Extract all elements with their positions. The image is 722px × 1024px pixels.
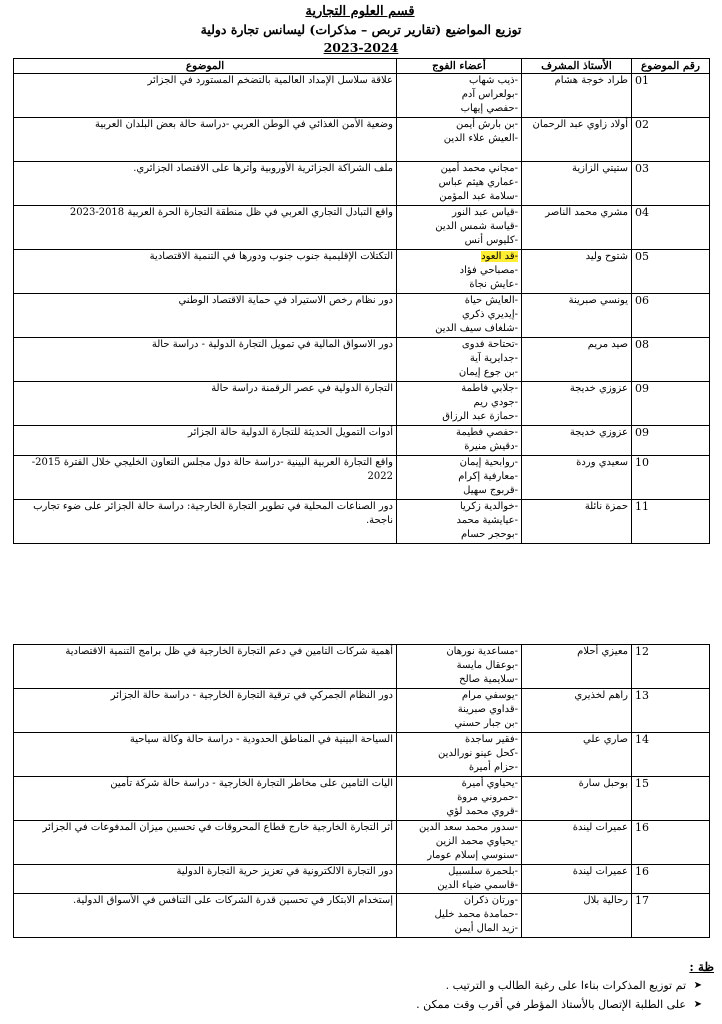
member-name: -مجاني محمد أمين (440, 163, 518, 174)
header-topic: الموضوع (14, 59, 397, 74)
row-supervisor: شتوح وليد (522, 250, 632, 294)
row-supervisor: عميرات ليندة (522, 821, 632, 865)
table-row (14, 865, 710, 894)
note-item (14, 976, 702, 995)
row-topic: ملف الشراكة الجزائرية الأوروبية وأثرها على الاقتصاد الجزائري. (14, 162, 397, 206)
member-name: -قياس عبد النور (452, 207, 518, 218)
table-row (14, 894, 710, 938)
row-members (397, 382, 522, 426)
row-supervisor: ستيتي الزازية (522, 162, 632, 206)
member-name: -يوسفي مرام (461, 690, 518, 701)
row-supervisor: عميرات ليندة (522, 865, 632, 894)
member-name: -شلغاف سيف الدين (435, 323, 518, 334)
row-members (397, 338, 522, 382)
academic-year: 2023-2024 (323, 40, 399, 55)
topics-table-page-1 (13, 58, 710, 544)
row-members (397, 294, 522, 338)
row-supervisor: معيزي أحلام (522, 645, 632, 689)
table-body-page-1 (14, 74, 710, 544)
member-name: -حفصي إيهاب (460, 103, 518, 114)
header-members: أعضاء الفوج (397, 59, 522, 74)
row-number: 05 (632, 250, 710, 294)
member-name: -إيديري ذكري (461, 309, 518, 320)
table-row (14, 294, 710, 338)
member-name: -قياسة شمس الدين (435, 221, 518, 232)
member-name: -عيايشية محمد (456, 515, 518, 526)
highlighted-member: -قد العود (481, 251, 518, 262)
member-name: -عايش نجاة (469, 279, 518, 290)
member-name: -حمروني مروة (457, 792, 518, 803)
row-supervisor: عزوزي خديجة (522, 382, 632, 426)
table-row (14, 777, 710, 821)
member-name: -سدور محمد سعد الدين (419, 822, 518, 833)
row-supervisor: صيد مريم (522, 338, 632, 382)
member-name: -يحياوي أميرة (461, 778, 518, 789)
member-name: -ذيب شهاب (468, 75, 518, 86)
row-members (397, 206, 522, 250)
notes-title: ظة : (689, 960, 714, 974)
row-number: 16 (632, 821, 710, 865)
row-topic: أهمية شركات التامين في دعم التجارة الخارجية في ظل برامج التنمية الاقتصادية (14, 645, 397, 689)
row-number: 11 (632, 500, 710, 544)
member-name: -قداوي صبرينة (457, 704, 518, 715)
row-number: 03 (632, 162, 710, 206)
note-text: تم توزيع المذكرات بناءا على رغبة الطالب و الترتيب . (445, 979, 686, 992)
row-members (397, 500, 522, 544)
row-members (397, 894, 522, 938)
row-number: 17 (632, 894, 710, 938)
table-row (14, 426, 710, 456)
row-members (397, 733, 522, 777)
member-name: -العيش علاء الدين (443, 133, 518, 144)
topics-table-page-2 (13, 644, 710, 938)
row-topic: السياحة البينية في المناطق الحدودية - دراسة حالة وكالة سياحية (14, 733, 397, 777)
row-members (397, 456, 522, 500)
member-name: -حمازة عبد الرزاق (442, 411, 518, 422)
row-number: 08 (632, 338, 710, 382)
row-members (397, 118, 522, 162)
member-name: -دقيش منيرة (464, 441, 518, 452)
row-members (397, 865, 522, 894)
row-members (397, 821, 522, 865)
header-num: رقم الموضوع (632, 59, 710, 74)
table-row (14, 118, 710, 162)
row-supervisor: بوحبل سارة (522, 777, 632, 821)
row-number: 09 (632, 426, 710, 456)
member-name: -جودي ريم (473, 397, 518, 408)
member-name: -كليوس أنس (464, 235, 518, 246)
member-name: -خوالدية زكريا (459, 501, 518, 512)
member-name: -حزام أميرة (468, 762, 518, 773)
row-supervisor: عزوزي خديجة (522, 426, 632, 456)
member-name: -مساعدية نورهان (446, 646, 518, 657)
member-name: -بن جبار حسني (454, 718, 518, 729)
member-name: -جلابي فاطمة (461, 383, 518, 394)
row-topic: وضعية الأمن الغذائي في الوطن العربي -دراسة حالة بعض البلدان العربية (14, 118, 397, 162)
table-body-page-2 (14, 645, 710, 938)
table-row (14, 206, 710, 250)
row-topic: دور الاسواق المالية في تمويل التجارة الدولية - دراسة حالة (14, 338, 397, 382)
member-name (400, 250, 518, 264)
table-row (14, 500, 710, 544)
notes-section (14, 960, 714, 1014)
row-topic: اليات التامين على مخاطر التجارة الخارجية - دراسة حالة شركة تأمين (14, 777, 397, 821)
row-topic: واقع التبادل التجاري العربي في ظل منطقة التجارة الحرة العربية 2018-2023 (14, 206, 397, 250)
member-name: -بوحجر حسام (460, 529, 518, 540)
row-members (397, 645, 522, 689)
member-name: -سلايمية صالح (459, 674, 518, 685)
member-name: -فقير ساجدة (464, 734, 518, 745)
row-topic: دور التجارة الالكترونية في تعزيز حرية التجارة الدولية (14, 865, 397, 894)
row-number: 12 (632, 645, 710, 689)
member-name: -حمامدة محمد خليل (434, 909, 518, 920)
table-row (14, 689, 710, 733)
member-name: -بلحمرة سلسبيل (448, 866, 518, 877)
row-number: 01 (632, 74, 710, 118)
row-number: 16 (632, 865, 710, 894)
table-row (14, 74, 710, 118)
member-name: -قربوج سهيل (463, 485, 518, 496)
table-row (14, 162, 710, 206)
table-row (14, 250, 710, 294)
member-name: -سلامة عبد المؤمن (439, 191, 518, 202)
member-name: -سنوسي إسلام عومار (427, 850, 518, 861)
row-supervisor: رحالية بلال (522, 894, 632, 938)
notes-list (14, 976, 714, 1014)
row-topic: دور النظام الجمركي في ترقية التجارة الخارجية - دراسة حالة الجزائر (14, 689, 397, 733)
table-row (14, 456, 710, 500)
row-number: 14 (632, 733, 710, 777)
department-heading: قسم العلوم التجارية (305, 4, 415, 19)
row-topic: علاقة سلاسل الإمداد العالمية بالتضخم المستورد في الجزائر (14, 74, 397, 118)
note-text: على الطلبة الإتصال بالأستاذ المؤطر في أقرب وقت ممكن . (416, 998, 686, 1011)
bullet-icon: ➤ (693, 980, 702, 991)
row-supervisor: يونسي صبرينة (522, 294, 632, 338)
row-supervisor: راهم لخذيري (522, 689, 632, 733)
table-row (14, 645, 710, 689)
row-members (397, 250, 522, 294)
table-row (14, 382, 710, 426)
member-name: -روابحية إيمان (459, 457, 518, 468)
row-members (397, 162, 522, 206)
member-name: -زيد المال أيمن (454, 923, 518, 934)
row-supervisor: طراد خوجة هشام (522, 74, 632, 118)
member-name: -معارفية إكرام (458, 471, 518, 482)
row-members (397, 689, 522, 733)
row-number: 04 (632, 206, 710, 250)
document-title: توزيع المواضيع (تقارير تربص – مذكرات) ليسانس تجارة دولية (200, 22, 522, 37)
row-number: 15 (632, 777, 710, 821)
row-number: 10 (632, 456, 710, 500)
member-name: -بولعراس آدم (461, 89, 518, 100)
row-number: 02 (632, 118, 710, 162)
row-topic: أدوات التمويل الحديثة للتجارة الدولية حالة الجزائر (14, 426, 397, 456)
member-name: -قروي محمد لؤي (446, 806, 518, 817)
member-name: -بوعقال مايسة (456, 660, 518, 671)
member-name: -حفصي فطيمة (456, 427, 518, 438)
table-row (14, 821, 710, 865)
member-name: -عماري هيثم عباس (438, 177, 518, 188)
row-supervisor: حمزة نائلة (522, 500, 632, 544)
member-name: -قاسمي ضياء الدين (437, 880, 518, 891)
row-topic: التجارة الدولية في عصر الرقمنة دراسة حالة (14, 382, 397, 426)
row-members (397, 426, 522, 456)
bullet-icon: ➤ (693, 999, 702, 1010)
member-name: -بن جوع إيمان (458, 367, 518, 378)
row-members (397, 74, 522, 118)
row-number: 06 (632, 294, 710, 338)
member-name: -يحياوي محمد الزين (435, 836, 518, 847)
row-topic: واقع التجارة العربية البينية -دراسة حالة دول مجلس التعاون الخليجي خلال الفترة 2015-2022 (14, 456, 397, 500)
table-header-row (14, 59, 710, 74)
note-item (14, 995, 702, 1014)
row-topic: دور نظام رخص الاستيراد في حماية الاقتصاد الوطني (14, 294, 397, 338)
row-number: 13 (632, 689, 710, 733)
row-supervisor: صاري علي (522, 733, 632, 777)
row-topic: أثر التجارة الخارجية خارج قطاع المحروقات في تحسين ميزان المدفوعات في الجزائر (14, 821, 397, 865)
row-supervisor: أولاد زاوي عبد الرحمان (522, 118, 632, 162)
row-supervisor: سعيدي وردة (522, 456, 632, 500)
member-name: -جدايرية آية (469, 353, 518, 364)
row-topic: دور الصناعات المحلية في تطوير التجارة الخارجية: دراسة حالة الجزائر على ضوء تجارب ناجحة. (14, 500, 397, 544)
table-row (14, 338, 710, 382)
header-supervisor: الأستاذ المشرف (522, 59, 632, 74)
member-name: -مصباحي فؤاد (459, 265, 518, 276)
member-name: -بن بارش أيمن (456, 119, 518, 130)
member-name: -تحتاحة فدوى (461, 339, 518, 350)
row-supervisor: مشري محمد الناصر (522, 206, 632, 250)
member-name: -ورتان ذكران (463, 895, 518, 906)
row-members (397, 777, 522, 821)
member-name: -العايش حياة (464, 295, 518, 306)
row-topic: إستخدام الابتكار في تحسين قدرة الشركات على التنافس في الأسواق الدولية. (14, 894, 397, 938)
member-name: -كحل عينو نورالدين (438, 748, 518, 759)
table-row (14, 733, 710, 777)
row-number: 09 (632, 382, 710, 426)
row-topic: التكتلات الإقليمية جنوب جنوب ودورها في التنمية الاقتصادية (14, 250, 397, 294)
